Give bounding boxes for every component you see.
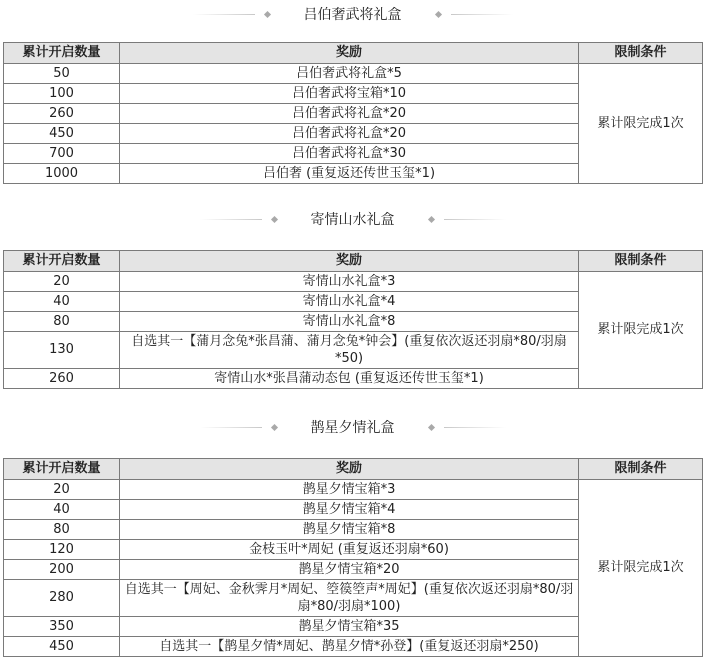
count-cell: 350 bbox=[4, 617, 120, 637]
table-row bbox=[4, 272, 703, 292]
reward-cell: 鹊星夕情宝箱*8 bbox=[120, 520, 579, 540]
reward-cell: 自选其一【蒲月念兔*张昌蒲、蒲月念兔*钟会】(重复依次返还羽扇*80/羽扇*50) bbox=[120, 332, 579, 369]
count-cell: 20 bbox=[4, 272, 120, 292]
reward-cell: 吕伯奢武将礼盒*30 bbox=[120, 144, 579, 164]
table-header-row bbox=[4, 459, 703, 480]
condition-cell: 累计限完成1次 bbox=[579, 480, 703, 657]
reward-table-2 bbox=[3, 250, 703, 389]
reward-cell: 寄情山水礼盒*8 bbox=[120, 312, 579, 332]
count-cell: 80 bbox=[4, 312, 120, 332]
reward-cell: 鹊星夕情宝箱*4 bbox=[120, 500, 579, 520]
column-header-reward: 奖励 bbox=[120, 251, 579, 272]
count-cell: 260 bbox=[4, 369, 120, 389]
table-row bbox=[4, 480, 703, 500]
column-header-count: 累计开启数量 bbox=[4, 251, 120, 272]
column-header-reward: 奖励 bbox=[120, 43, 579, 64]
column-header-count: 累计开启数量 bbox=[4, 43, 120, 64]
reward-cell: 吕伯奢武将宝箱*10 bbox=[120, 84, 579, 104]
section-title: 寄情山水礼盒 bbox=[310, 212, 395, 228]
reward-cell: 鹊星夕情宝箱*3 bbox=[120, 480, 579, 500]
column-header-condition: 限制条件 bbox=[579, 43, 703, 64]
count-cell: 80 bbox=[4, 520, 120, 540]
section-1-heading bbox=[3, 2, 702, 26]
reward-cell: 自选其一【周妃、金秋霁月*周妃、箜篌箜声*周妃】(重复依次返还羽扇*80/羽扇*80/羽扇*100) bbox=[120, 580, 579, 617]
diamond-icon bbox=[427, 423, 434, 430]
table-row bbox=[4, 64, 703, 84]
reward-cell: 吕伯奢 (重复返还传世玉玺*1) bbox=[120, 164, 579, 184]
column-header-condition: 限制条件 bbox=[579, 251, 703, 272]
reward-cell: 寄情山水礼盒*4 bbox=[120, 292, 579, 312]
reward-cell: 鹊星夕情宝箱*35 bbox=[120, 617, 579, 637]
divider-line bbox=[451, 14, 513, 15]
count-cell: 130 bbox=[4, 332, 120, 369]
reward-cell: 吕伯奢武将礼盒*20 bbox=[120, 104, 579, 124]
table-header-row bbox=[4, 43, 703, 64]
count-cell: 280 bbox=[4, 580, 120, 617]
diamond-icon bbox=[270, 423, 277, 430]
divider-line bbox=[200, 219, 262, 220]
diamond-icon bbox=[427, 215, 434, 222]
column-header-condition: 限制条件 bbox=[579, 459, 703, 480]
count-cell: 700 bbox=[4, 144, 120, 164]
reward-cell: 吕伯奢武将礼盒*5 bbox=[120, 64, 579, 84]
count-cell: 450 bbox=[4, 124, 120, 144]
reward-cell: 金枝玉叶*周妃 (重复返还羽扇*60) bbox=[120, 540, 579, 560]
count-cell: 100 bbox=[4, 84, 120, 104]
count-cell: 200 bbox=[4, 560, 120, 580]
count-cell: 450 bbox=[4, 637, 120, 657]
condition-cell: 累计限完成1次 bbox=[579, 64, 703, 184]
count-cell: 1000 bbox=[4, 164, 120, 184]
reward-table-3 bbox=[3, 458, 703, 657]
section-3-heading bbox=[3, 415, 702, 439]
count-cell: 260 bbox=[4, 104, 120, 124]
count-cell: 40 bbox=[4, 292, 120, 312]
divider-line bbox=[200, 427, 262, 428]
reward-cell: 寄情山水礼盒*3 bbox=[120, 272, 579, 292]
count-cell: 20 bbox=[4, 480, 120, 500]
diamond-icon bbox=[434, 10, 441, 17]
reward-cell: 寄情山水*张昌蒲动态包 (重复返还传世玉玺*1) bbox=[120, 369, 579, 389]
section-2-heading bbox=[3, 207, 702, 231]
column-header-count: 累计开启数量 bbox=[4, 459, 120, 480]
diamond-icon bbox=[263, 10, 270, 17]
divider-line bbox=[444, 219, 506, 220]
reward-table-1 bbox=[3, 42, 703, 184]
condition-cell: 累计限完成1次 bbox=[579, 272, 703, 389]
diamond-icon bbox=[270, 215, 277, 222]
section-title: 吕伯奢武将礼盒 bbox=[303, 7, 402, 23]
section-title: 鹊星夕情礼盒 bbox=[310, 420, 395, 436]
divider-line bbox=[193, 14, 255, 15]
table-header-row bbox=[4, 251, 703, 272]
reward-cell: 鹊星夕情宝箱*20 bbox=[120, 560, 579, 580]
count-cell: 40 bbox=[4, 500, 120, 520]
reward-cell: 自选其一【鹊星夕情*周妃、鹊星夕情*孙登】(重复返还羽扇*250) bbox=[120, 637, 579, 657]
divider-line bbox=[444, 427, 506, 428]
count-cell: 120 bbox=[4, 540, 120, 560]
count-cell: 50 bbox=[4, 64, 120, 84]
column-header-reward: 奖励 bbox=[120, 459, 579, 480]
reward-cell: 吕伯奢武将礼盒*20 bbox=[120, 124, 579, 144]
